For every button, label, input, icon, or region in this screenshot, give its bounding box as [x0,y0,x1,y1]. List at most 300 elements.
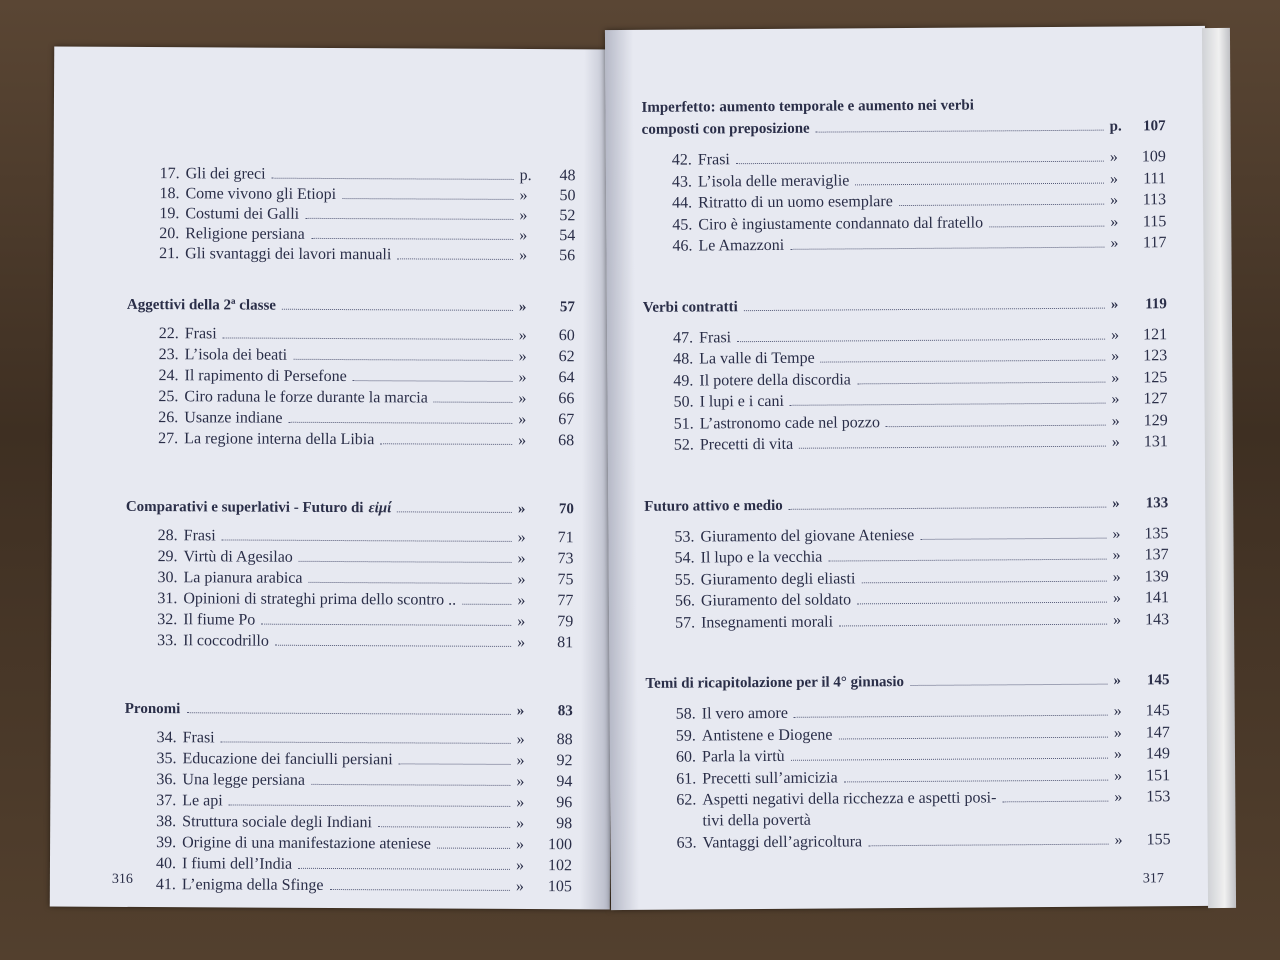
toc-entry [662,234,1166,258]
toc-entry [666,745,1170,769]
entry-number: 60. [675,748,697,766]
ditto-mark: » [518,368,527,387]
page-ref: 94 [556,773,573,791]
dot-leader [737,338,1105,342]
page-ref: 139 [1144,567,1169,585]
toc-entry [663,326,1167,350]
entry-title: Il potere della discordia [699,370,851,389]
dot-leader [282,309,513,311]
section-title: Verbi contratti [642,298,738,316]
dot-leader [857,602,1107,605]
entry-title: Gli svantaggi dei lavori manuali [185,245,392,264]
entry-number: 39. [156,834,177,852]
ditto-mark: » [1111,412,1120,430]
dot-leader [828,559,1106,562]
section-heading [644,495,1168,519]
dot-leader [397,511,512,513]
entry-title: Frasi [184,325,217,343]
dot-leader [794,715,1108,718]
ditto-mark: » [518,389,527,408]
toc-entry [149,245,575,267]
toc-entry [666,788,1170,812]
entry-number: 25. [158,388,179,406]
entry-title: Ciro è ingiustamente condannato dal fratello [698,213,984,233]
entry-number: 44. [672,194,693,212]
entry-title: Opinioni di strateghi prima dello scontro .. [183,590,457,609]
page-ref: 79 [557,613,574,631]
page-ref: 64 [558,369,575,387]
ditto-mark: » [1113,611,1122,629]
entry-number: 56. [674,592,695,610]
ditto-mark: » [519,206,528,225]
ditto-mark: » [518,298,527,316]
page-ref: 111 [1143,169,1167,187]
entry-number: 34. [156,729,177,747]
toc-entry [146,834,572,856]
dot-leader [342,198,513,200]
page-ref: 141 [1144,589,1169,607]
dot-leader [736,161,1104,165]
section-title: Aggettivi della 2ª classe [126,296,277,314]
entry-number: 21. [159,245,180,263]
entry-title: Frasi [183,527,216,545]
entry-title: Frasi [697,151,730,169]
entry-title: Educazione dei fanciulli persiani [182,750,393,769]
page-ref: 56 [559,247,576,265]
ditto-mark: » [518,326,527,345]
dot-leader [298,868,510,870]
page-ref: 83 [557,703,573,720]
page-ref: 54 [559,227,576,245]
dot-leader [462,604,511,605]
ditto-mark: » [1112,568,1121,586]
entry-number: 51. [673,414,694,433]
section-title: Comparativi e superlativi - Futuro di [125,498,364,517]
entry-number: 37. [156,792,177,810]
dot-leader [920,537,1106,539]
entry-title: L’astronomo cade nel pozzo [699,413,880,432]
page-ref: 133 [1145,494,1169,511]
page-ref: 75 [557,571,574,589]
page-ref: 123 [1143,347,1168,365]
page-ref: 125 [1143,368,1168,386]
dot-leader [311,238,513,240]
entry-title: Religione persiana [185,225,305,243]
ditto-mark: » [517,500,526,518]
entry-number: 40. [155,855,177,873]
dot-leader [839,623,1107,626]
dot-leader [305,218,513,220]
left-page [50,47,614,910]
ditto-mark: » [1113,672,1122,689]
page-ref: 153 [1146,788,1171,806]
entry-number: 57. [675,613,696,632]
entry-number: 20. [159,225,180,243]
page-ref: 48 [559,167,576,185]
dot-leader [744,307,1105,311]
page-ref: 129 [1143,411,1168,429]
dot-leader [399,763,511,765]
dot-leader [816,130,1104,133]
toc-entry [148,430,574,452]
ditto-mark: » [517,570,526,589]
toc-entry [147,590,573,612]
ditto-mark: » [517,549,526,568]
ditto-mark: » [1112,495,1120,512]
ditto-mark: » [1111,390,1120,408]
page-ref: 71 [557,529,574,547]
ditto-mark: » [1114,831,1123,849]
entry-number: 28. [157,527,178,545]
entry-title: Giuramento degli eliasti [700,569,856,588]
entry-number: 26. [158,409,179,427]
ditto-mark: p. [519,166,532,185]
toc-entry [666,702,1170,726]
toc-entry [666,767,1170,791]
entry-title: Parla la virtù [701,747,785,766]
entry-number: 41. [155,876,176,894]
section-title: Futuro attivo e medio [644,497,783,515]
toc-entry [667,831,1171,855]
ditto-mark: » [515,877,524,896]
toc-entry [149,185,575,207]
page-ref: 113 [1142,191,1167,209]
dot-leader [989,225,1104,227]
ditto-mark: » [519,186,528,205]
dot-leader [799,446,1106,449]
ditto-mark: » [1112,546,1121,564]
entry-title: Gli dei greci [185,165,266,183]
dot-leader [791,758,1108,761]
entry-number: 42. [671,151,692,169]
entry-title: Origine di una manifestazione ateniese [182,834,431,853]
dot-leader [329,889,509,891]
entry-number: 55. [674,570,695,589]
dot-leader [899,204,1104,206]
entry-title: Precetti di vita [699,435,794,454]
entry-number: 22. [158,325,179,343]
toc-entry [146,771,572,793]
entry-number: 63. [676,833,697,852]
toc-entry [662,191,1166,215]
page-ref: 105 [547,878,572,896]
ditto-mark: » [1111,326,1120,344]
entry-title: Struttura sociale degli Indiani [182,813,372,832]
entry-title: Il vero amore [701,704,788,723]
entry-title: Come vivono gli Etiopi [185,185,337,204]
page-ref: 66 [558,390,575,408]
page-number-left: 316 [111,871,133,887]
entry-number: 32. [157,611,178,629]
entry-title: Virtù di Agesilao [183,548,293,566]
ditto-mark: » [516,814,525,833]
ditto-mark: » [1110,191,1119,209]
page-ref: 151 [1146,766,1171,784]
page-ref: 149 [1145,745,1171,763]
dot-leader [434,402,513,403]
page-ref: 155 [1146,830,1171,848]
dot-leader [868,843,1109,846]
entry-number: 54. [674,549,695,567]
page-ref: 60 [558,327,575,345]
ditto-mark: » [1112,525,1121,543]
toc-entry [146,792,572,814]
ditto-mark: » [1111,369,1120,387]
entry-title: Ciro raduna le forze durante la marcia [184,388,428,407]
dot-leader [261,624,511,626]
entry-title: La pianura arabica [183,569,303,587]
ditto-mark: » [516,835,525,854]
entry-title: I fiumi dell’India [181,855,293,873]
ditto-mark: » [1114,767,1123,785]
entry-number: 61. [676,769,697,788]
page-ref: 81 [557,634,574,652]
ditto-mark: » [518,410,527,429]
toc-entry [149,205,575,227]
dot-leader [308,582,511,584]
ditto-mark: » [1114,788,1123,806]
page-number-right: 317 [1142,871,1164,887]
section-title: Pronomi [124,700,181,718]
toc-entry [146,855,572,877]
ditto-mark: » [1110,234,1119,252]
page-ref: 147 [1145,723,1170,741]
page-ref: 145 [1145,702,1170,720]
page-ref: 131 [1143,433,1168,451]
toc-entry [664,412,1168,436]
ditto-mark: » [516,730,525,749]
dot-leader [311,784,510,786]
toc-entry [665,611,1169,635]
section-title: composti con preposizione [641,120,810,138]
entry-number: 38. [156,813,177,831]
toc-entry [665,568,1169,592]
toc-entry [147,611,573,633]
dot-leader [288,422,512,424]
page-ref: 137 [1144,546,1169,564]
page-ref: 67 [558,411,575,429]
dot-leader [186,712,510,715]
entry-title: Usanze indiane [184,409,283,427]
entry-number: 19. [159,205,180,223]
dot-leader [821,360,1106,363]
dot-leader [229,804,511,806]
entry-number: 47. [673,328,694,347]
page-ref: 135 [1144,524,1169,542]
toc-entry [149,346,575,368]
page-ref: 96 [556,794,573,812]
entry-title: Una legge persiana [182,771,306,789]
entry-number: 33. [157,632,178,650]
dot-leader [221,741,511,744]
section-heading [127,297,575,319]
dot-leader [790,247,1104,250]
entry-title: L’isola dei beati [184,346,288,364]
toc-entry [146,750,572,772]
entry-number: 52. [673,436,694,454]
toc-entry [148,527,574,549]
toc-entry [147,632,573,654]
section-heading [642,118,1166,142]
dot-leader [844,779,1109,782]
ditto-mark: p. [1109,118,1122,135]
dot-leader [380,443,512,445]
entry-number: 18. [159,185,180,203]
entry-title: Giuramento del soldato [700,591,852,610]
page-ref: 127 [1143,390,1168,408]
entry-title: Giuramento del giovane Ateniese [700,526,915,545]
ditto-mark: » [516,793,525,812]
dot-leader [789,506,1107,509]
dot-leader [293,359,513,361]
ditto-mark: » [1113,702,1122,720]
dot-leader [275,645,511,647]
entry-title: Il rapimento di Persefone [184,367,347,386]
entry-title: Frasi [182,729,215,747]
page-ref: 143 [1145,610,1170,628]
entry-title: Costumi dei Galli [185,205,300,223]
dot-leader [910,684,1107,686]
ditto-mark: » [516,702,525,720]
page-ref: 88 [556,731,573,749]
entry-number: 24. [158,367,179,385]
entry-number: 50. [673,393,694,411]
entry-title: Precetti sull’amicizia [702,768,838,787]
section-heading-line1: Imperfetto: aumento temporale e aumento nei verbi [641,97,974,116]
ditto-mark: » [517,612,526,631]
entry-title: Antistene e Diogene [701,726,833,744]
ditto-mark: » [515,856,525,875]
ditto-mark: » [517,528,526,547]
section-title: Temi di ricapitolazione per il 4° ginnasio [645,674,905,692]
dot-leader [861,580,1106,583]
toc-entry [664,433,1168,457]
ditto-mark: » [517,633,526,652]
page-ref: 62 [558,348,575,366]
entry-title: Insegnamenti morali [701,613,834,631]
page-ref: 92 [556,752,573,770]
entry-title: L’isola delle meraviglie [697,171,850,190]
toc-entry [147,729,573,751]
entry-number: 27. [158,430,179,448]
page-ref: 50 [559,187,576,205]
entry-title: Vantaggi dell’agricoltura [702,832,863,851]
dot-leader [397,258,513,260]
ditto-mark: » [1113,724,1122,742]
entry-title: Aspetti negativi della ricchezza e aspetti posi- [702,789,997,809]
page-ref: 73 [557,550,574,568]
ditto-mark: » [1109,148,1118,166]
ditto-mark: » [1112,589,1121,607]
entry-title: Le api [182,792,223,810]
toc-entry [148,388,574,410]
dot-leader [353,380,513,382]
entry-title: Le Amazzoni [698,236,785,255]
page-ref: 115 [1142,212,1167,230]
page-ref: 57 [559,299,575,316]
toc-entry [148,409,574,431]
page-ref: 68 [558,432,575,450]
entry-number: 35. [156,750,177,768]
section-heading [125,701,573,723]
toc-entry [663,390,1167,414]
ditto-mark: » [1110,213,1119,231]
dot-leader [223,337,513,340]
page-ref: 98 [556,815,573,833]
entry-number: 17. [159,165,180,183]
dot-leader [790,403,1106,406]
entry-title: Frasi [699,328,732,346]
ditto-mark: » [516,751,525,770]
toc-entry [148,548,574,570]
ditto-mark: » [516,772,525,791]
entry-title: La valle di Tempe [699,349,815,368]
page-ref: 107 [1143,118,1166,135]
entry-number: 48. [673,350,694,368]
toc-entry [150,165,576,187]
entry-number: 45. [672,216,693,234]
dot-leader [272,178,514,180]
toc-entry [147,569,573,591]
section-title-greek: εἰμί [368,500,392,517]
toc-entry [662,170,1166,194]
toc-entry [149,225,575,247]
ditto-mark: » [1113,745,1123,763]
entry-number: 59. [675,726,696,745]
page-ref: 102 [547,857,573,875]
entry-number: 62. [676,791,697,809]
page-edges [1202,28,1236,908]
ditto-mark: » [518,431,527,450]
entry-title: Il coccodrillo [183,632,269,650]
toc-entry [666,724,1170,748]
dot-leader [222,539,512,542]
toc-entry [664,525,1168,549]
page-ref: 109 [1141,148,1166,166]
page-ref: 70 [558,501,574,518]
entry-title: La regione interna della Libia [184,430,375,449]
right-page [605,26,1211,910]
dot-leader [437,848,510,849]
dot-leader [839,736,1108,739]
open-book [40,28,1236,928]
ditto-mark: » [519,226,528,245]
entry-number: 36. [156,771,177,789]
page-ref: 145 [1146,672,1170,689]
entry-title: Il lupo e la vecchia [700,548,823,567]
entry-title: I lupi e i cani [699,392,785,411]
entry-title: Il fiume Po [183,611,256,629]
toc-entry [665,546,1169,570]
entry-number: 30. [157,569,178,587]
dot-leader [378,826,510,828]
toc-entry [148,367,574,389]
ditto-mark: » [519,246,528,265]
toc-entry [662,213,1166,237]
page-ref: 121 [1143,325,1168,343]
section-heading [126,499,574,521]
dot-leader [886,424,1106,427]
toc-entry [149,325,575,347]
entry-title: Ritratto di un uomo esemplare [698,193,893,212]
entry-number: 43. [671,173,693,191]
section-heading [643,296,1167,320]
toc-entry [665,589,1169,613]
ditto-mark: » [1110,296,1119,313]
ditto-mark: » [1109,170,1119,188]
page-ref: 117 [1142,234,1167,252]
toc-entry [146,876,572,898]
